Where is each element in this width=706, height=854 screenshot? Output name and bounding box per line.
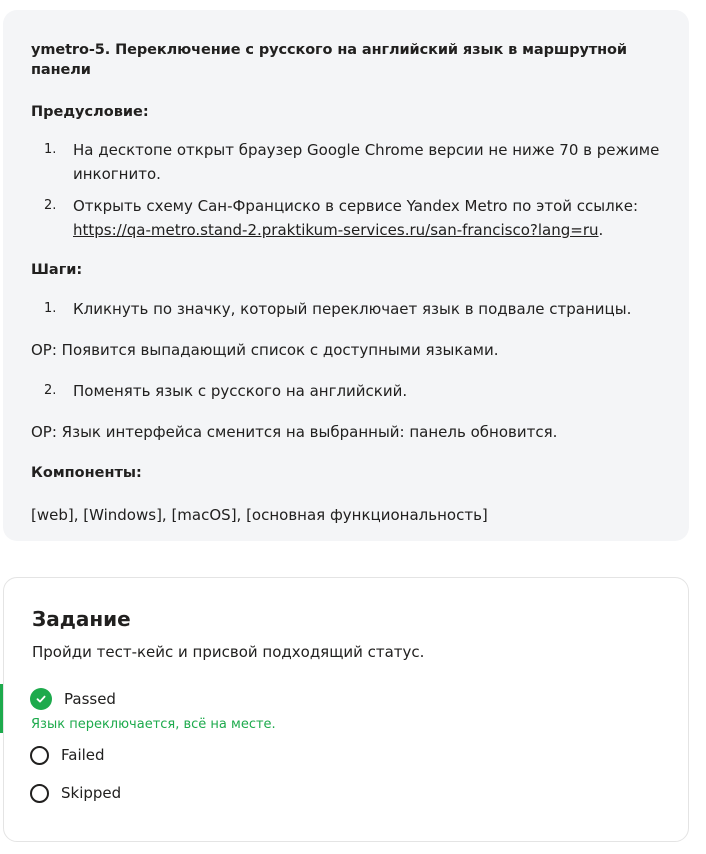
test-case-title: ymetro-5. Переключение с русского на английский язык в маршрутной панели <box>31 42 627 78</box>
list-item <box>31 194 661 242</box>
test-case-card <box>3 10 689 541</box>
metro-link[interactable]: https://qa-metro.stand-2.praktikum-services.ru/san-francisco?lang=ru <box>73 221 599 239</box>
list-item <box>31 138 661 186</box>
components-label: Компоненты: <box>31 465 142 481</box>
expected-result-2: ОР: Язык интерфейса сменится на выбранный: панель обновится. <box>31 423 558 441</box>
list-item <box>31 379 661 403</box>
precondition-label: Предусловие: <box>31 104 149 120</box>
checkmark-icon <box>35 693 47 705</box>
task-description: Пройди тест-кейс и присвой подходящий статус. <box>32 643 425 661</box>
link-suffix: . <box>598 221 604 239</box>
components-tags: [web], [Windows], [macOS], [основная функциональность] <box>31 506 488 524</box>
precondition-list <box>31 138 661 242</box>
radio-unchecked-icon[interactable] <box>30 784 49 803</box>
task-title: Задание <box>32 607 131 631</box>
list-item-text: Открыть схему Сан-Франциско в сервисе Yandex Metro по этой ссылке: <box>73 197 639 215</box>
option-label: Passed <box>64 690 116 708</box>
radio-checked-icon[interactable] <box>30 688 52 710</box>
list-item-text: Поменять язык с русского на английский. <box>73 382 408 400</box>
list-item-number: 2. <box>44 383 57 398</box>
radio-unchecked-icon[interactable] <box>30 746 49 765</box>
status-option-passed[interactable] <box>30 688 116 710</box>
list-item-text: Кликнуть по значку, который переключает язык в подвале страницы. <box>73 300 632 318</box>
list-item-number: 1. <box>44 142 57 157</box>
passed-note: Язык переключается, всё на месте. <box>31 717 276 732</box>
steps-label: Шаги: <box>31 262 83 278</box>
list-item-number: 2. <box>44 198 57 213</box>
steps-list <box>31 297 661 321</box>
status-option-skipped[interactable] <box>30 783 121 803</box>
steps-list <box>31 379 661 403</box>
expected-result-1: ОР: Появится выпадающий список с доступными языками. <box>31 341 499 359</box>
option-label: Failed <box>61 746 105 764</box>
list-item-number: 1. <box>44 301 57 316</box>
list-item-text: На десктопе открыт браузер Google Chrome версии не ниже 70 в режиме инкогнито. <box>73 141 660 183</box>
list-item <box>31 297 661 321</box>
status-option-failed[interactable] <box>30 745 105 765</box>
option-label: Skipped <box>61 784 122 802</box>
